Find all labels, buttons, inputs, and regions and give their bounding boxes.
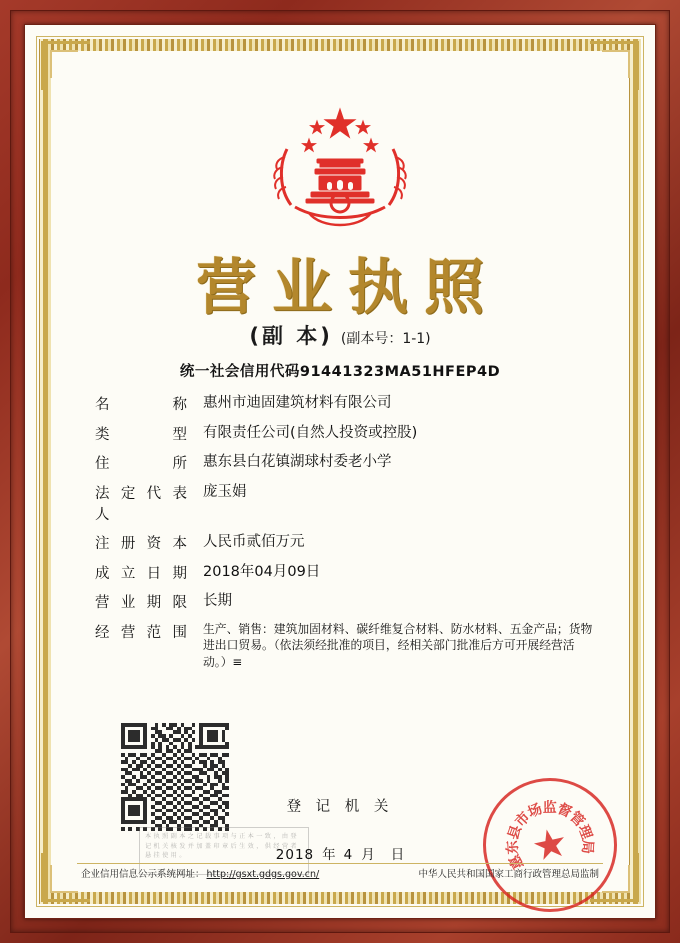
field-row [95, 423, 597, 444]
footer-url[interactable]: http://gsxt.gdgs.gov.cn/ [206, 869, 320, 880]
field-label-address: 住所 [95, 456, 193, 473]
field-row [95, 482, 597, 524]
field-row [95, 621, 597, 671]
star-icon: ★ [527, 819, 573, 871]
registration-month: 4 [343, 847, 354, 863]
footer [81, 866, 599, 880]
footer-right-label: 中华人民共和国国家工商行政管理总局监制 [418, 869, 599, 880]
emblem-container [59, 103, 621, 235]
registration-authority-label: 登 记 机 关 [286, 799, 394, 815]
credit-code-line [59, 360, 621, 381]
field-value-business-term: 长期 [203, 593, 232, 610]
certificate-content [59, 55, 621, 884]
copy-number: (副本号：1-1) [340, 331, 431, 347]
footer-divider [77, 863, 603, 864]
china-national-emblem-icon [265, 103, 415, 235]
field-label-type: 类型 [95, 426, 193, 443]
field-row [95, 532, 597, 553]
field-value-establish-date: 2018年04月09日 [203, 563, 321, 580]
certificate-paper [24, 24, 656, 919]
document-title: 营业执照 [196, 253, 500, 323]
field-label-legal-representative: 法定代表人 [95, 485, 193, 523]
fields-table [95, 393, 597, 679]
field-row [95, 452, 597, 473]
field-label-establish-date: 成立日期 [95, 565, 193, 582]
credit-code-value: 91441323MA51HFEP4D [299, 364, 501, 380]
field-row [95, 562, 597, 583]
registration-month-unit: 月 [361, 847, 375, 863]
field-label-business-term: 营业期限 [95, 595, 193, 612]
field-value-name: 惠州市迪固建筑材料有限公司 [203, 395, 392, 411]
footer-left-label: 企业信用信息公示系统网址： [81, 869, 205, 880]
field-label-registered-capital: 注册资本 [95, 536, 193, 553]
field-value-type: 有限责任公司(自然人投资或控股) [203, 424, 418, 441]
footer-left [81, 866, 319, 880]
field-value-legal-representative: 庞玉娟 [203, 483, 247, 500]
field-value-registered-capital: 人民币贰佰万元 [203, 534, 305, 551]
faint-stamp-note: 本 执 照 副 本 之 记 载 事 项 与 正 本 一 致 ， 由 登 记 机 关 核 发 并 加 盖 印 章 后 生 效 ， 供 经 营 者 悬 挂 使 用 。 [139, 827, 309, 875]
registration-day-unit: 日 [390, 847, 405, 863]
field-row [95, 591, 597, 612]
registration-year-unit: 年 [322, 847, 336, 863]
seal-arc-text: 惠 东 县 市 场 监 督 管 理 局 [504, 799, 596, 872]
field-label-name: 名称 [95, 397, 193, 413]
field-value-address: 惠东县白花镇湖球村委老小学 [203, 454, 392, 471]
document-copy-line [59, 320, 621, 350]
field-value-business-scope: 生产、销售：建筑加固材料、碳纤维复合材料、防水材料、五金产品；货物进出口贸易。（依法须经批准的项目，经相关部门批准后方可开展经营活动。）≡ [203, 621, 593, 670]
credit-code-label: 统一社会信用代码 [179, 364, 300, 380]
field-row [95, 393, 597, 414]
copy-label: (副 本) [249, 324, 333, 348]
field-label-business-scope: 经营范围 [95, 624, 193, 641]
registration-year: 2018 [275, 847, 315, 863]
